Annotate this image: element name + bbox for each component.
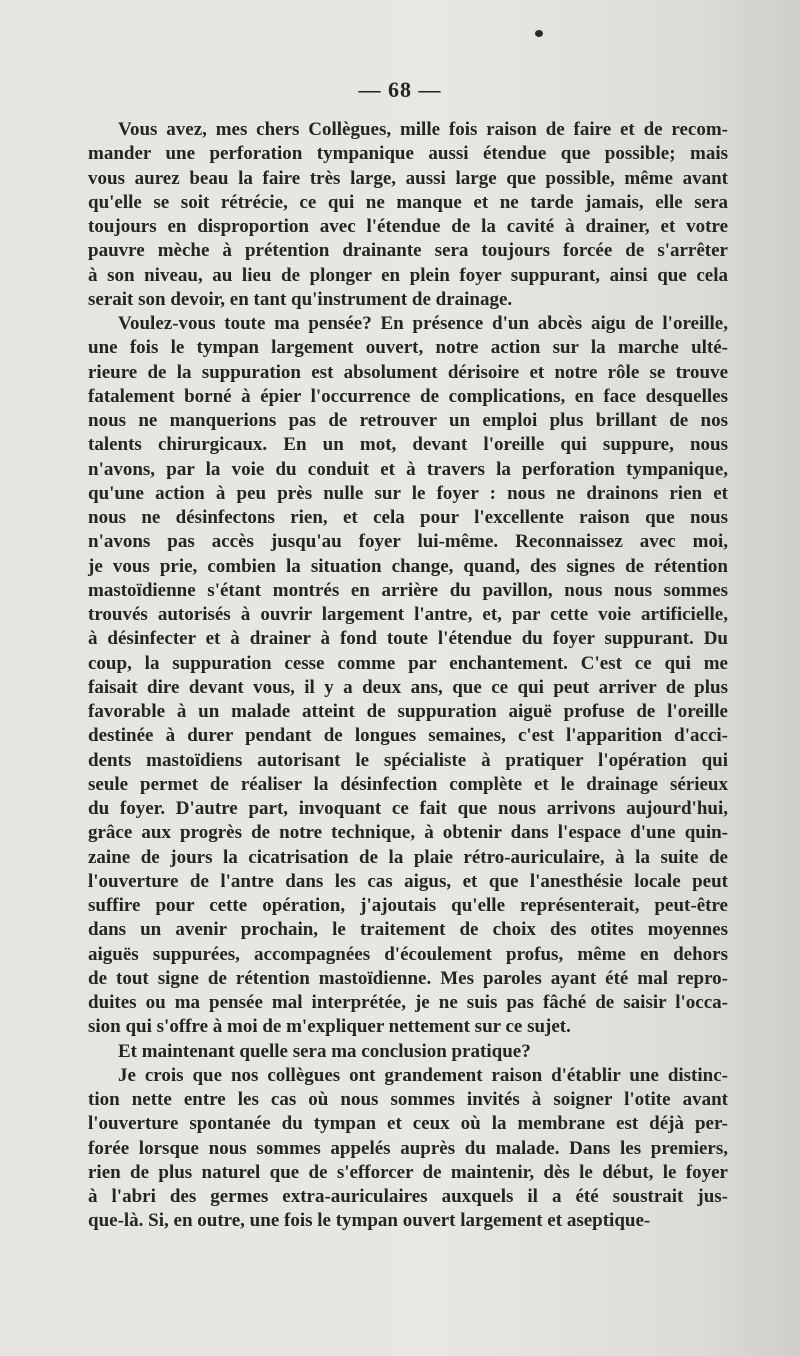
text-line: du foyer. D'autre part, invoquant ce fait que nous arrivons aujourd'hui,	[88, 798, 728, 819]
text-line: forée lorsque nous sommes appelés auprès du malade. Dans les premiers,	[88, 1137, 728, 1159]
text-line: une fois le tympan largement ouvert, notre action sur la marche ulté-	[88, 337, 728, 359]
paragraph	[88, 1064, 728, 1234]
text-line: tion nette entre les cas où nous sommes invités à soigner l'otite avant	[88, 1089, 728, 1110]
body-text	[88, 118, 728, 1234]
text-line: rieure de la suppuration est absolument dérisoire et notre rôle se trouve	[88, 361, 728, 383]
text-line: seule permet de réaliser la désinfection complète et le drainage sérieux	[88, 773, 728, 795]
text-line: pauvre mèche à prétention drainante sera toujours forcée de s'arrêter	[88, 240, 728, 262]
text-line: serait son devoir, en tant qu'instrument de drainage.	[88, 288, 513, 310]
text-line: coup, la suppuration cesse comme par enchantement. C'est ce qui me	[88, 652, 728, 674]
text-line: nous ne manquerions pas de retrouver un emploi plus brillant de nos	[88, 410, 728, 431]
text-line: mander une perforation tympanique aussi étendue que possible; mais	[88, 143, 728, 165]
text-line: à son niveau, au lieu de plonger en plein foyer suppurant, ainsi que cela	[88, 264, 728, 286]
text-line: Je crois que nos collègues ont grandement raison d'établir une distinc-	[118, 1064, 728, 1086]
text-line: talents chirurgicaux. En un mot, devant l'oreille qui suppure, nous	[88, 434, 728, 456]
text-line: zaine de jours la cicatrisation de la plaie rétro-auriculaire, à la suite de	[88, 846, 728, 868]
text-line: Et maintenant quelle sera ma conclusion pratique?	[118, 1040, 531, 1062]
text-line: à désinfecter et à drainer à fond toute l'étendue du foyer suppurant. Du	[88, 628, 728, 650]
text-line: Voulez-vous toute ma pensée? En présence d'un abcès aigu de l'oreille,	[118, 313, 728, 334]
text-line: faisait dire devant vous, il y a deux ans, que ce qui peut arriver de plus	[88, 676, 728, 698]
text-line: dents mastoïdiens autorisant le spécialiste à pratiquer l'opération qui	[88, 749, 728, 771]
text-line: qu'elle se soit rétrécie, ce qui ne manque et ne tarde jamais, elle sera	[88, 191, 728, 213]
text-line: destinée à durer pendant de longues semaines, c'est l'apparition d'acci-	[88, 725, 728, 747]
text-line: duites ou ma pensée mal interprétée, je ne suis pas fâché de saisir l'occa-	[88, 992, 728, 1013]
text-line: de tout signe de rétention mastoïdienne. Mes paroles ayant été mal repro-	[88, 967, 728, 989]
ink-spot	[535, 30, 543, 37]
text-line: aiguës suppurées, accompagnées d'écoulement profus, même en dehors	[88, 943, 728, 965]
text-line: n'avons pas accès jusqu'au foyer lui-même. Reconnaissez avec moi,	[88, 531, 728, 553]
page-number: — 68 —	[358, 77, 442, 102]
text-line: à l'abri des germes extra-auriculaires auxquels il a été soustrait jus-	[88, 1186, 728, 1207]
paragraph	[88, 312, 728, 1040]
paragraph	[88, 118, 728, 312]
text-line: grâce aux progrès de notre technique, à obtenir dans l'espace d'une quin-	[88, 822, 728, 844]
text-line: favorable à un malade atteint de suppuration aiguë profuse de l'oreille	[88, 701, 728, 722]
text-line: l'ouverture de l'antre dans les cas aigus, et que l'anesthésie locale peut	[88, 870, 728, 892]
text-line: sion qui s'offre à moi de m'expliquer nettement sur ce sujet.	[88, 1016, 571, 1038]
text-line: qu'une action à peu près nulle sur le foyer : nous ne drainons rien et	[88, 482, 728, 504]
text-line: l'ouverture spontanée du tympan et ceux où la membrane est déjà per-	[88, 1113, 728, 1135]
text-line: suffire pour cette opération, j'ajoutais qu'elle représenterait, peut-être	[88, 895, 728, 916]
text-line: toujours en disproportion avec l'étendue de la cavité à drainer, et votre	[88, 216, 728, 237]
paragraph	[88, 1040, 728, 1064]
text-line: nous ne désinfectons rien, et cela pour l'excellente raison que nous	[88, 507, 728, 528]
text-line: n'avons, par la voie du conduit et à travers la perforation tympanique,	[88, 458, 728, 480]
text-line: vous aurez beau la faire très large, aussi large que possible, même avant	[88, 167, 728, 189]
text-line: rien de plus naturel que de s'efforcer de maintenir, dès le début, le foyer	[88, 1161, 728, 1183]
text-line: mastoïdienne s'étant montrés en arrière du pavillon, nous nous sommes	[88, 579, 728, 601]
text-line: trouvés autorisés à ouvrir largement l'antre, et, par cette voie artificielle,	[88, 604, 728, 625]
text-line: je vous prie, combien la situation change, quand, des signes de rétention	[88, 555, 728, 577]
text-line: Vous avez, mes chers Collègues, mille fois raison de faire et de recom-	[118, 119, 728, 140]
text-line: fatalement borné à épier l'occurrence de complications, en face desquelles	[88, 385, 728, 407]
text-line: que-là. Si, en outre, une fois le tympan ouvert largement et aseptique-	[88, 1210, 651, 1232]
text-line: dans un avenir prochain, le traitement de choix des otites moyennes	[88, 919, 728, 941]
